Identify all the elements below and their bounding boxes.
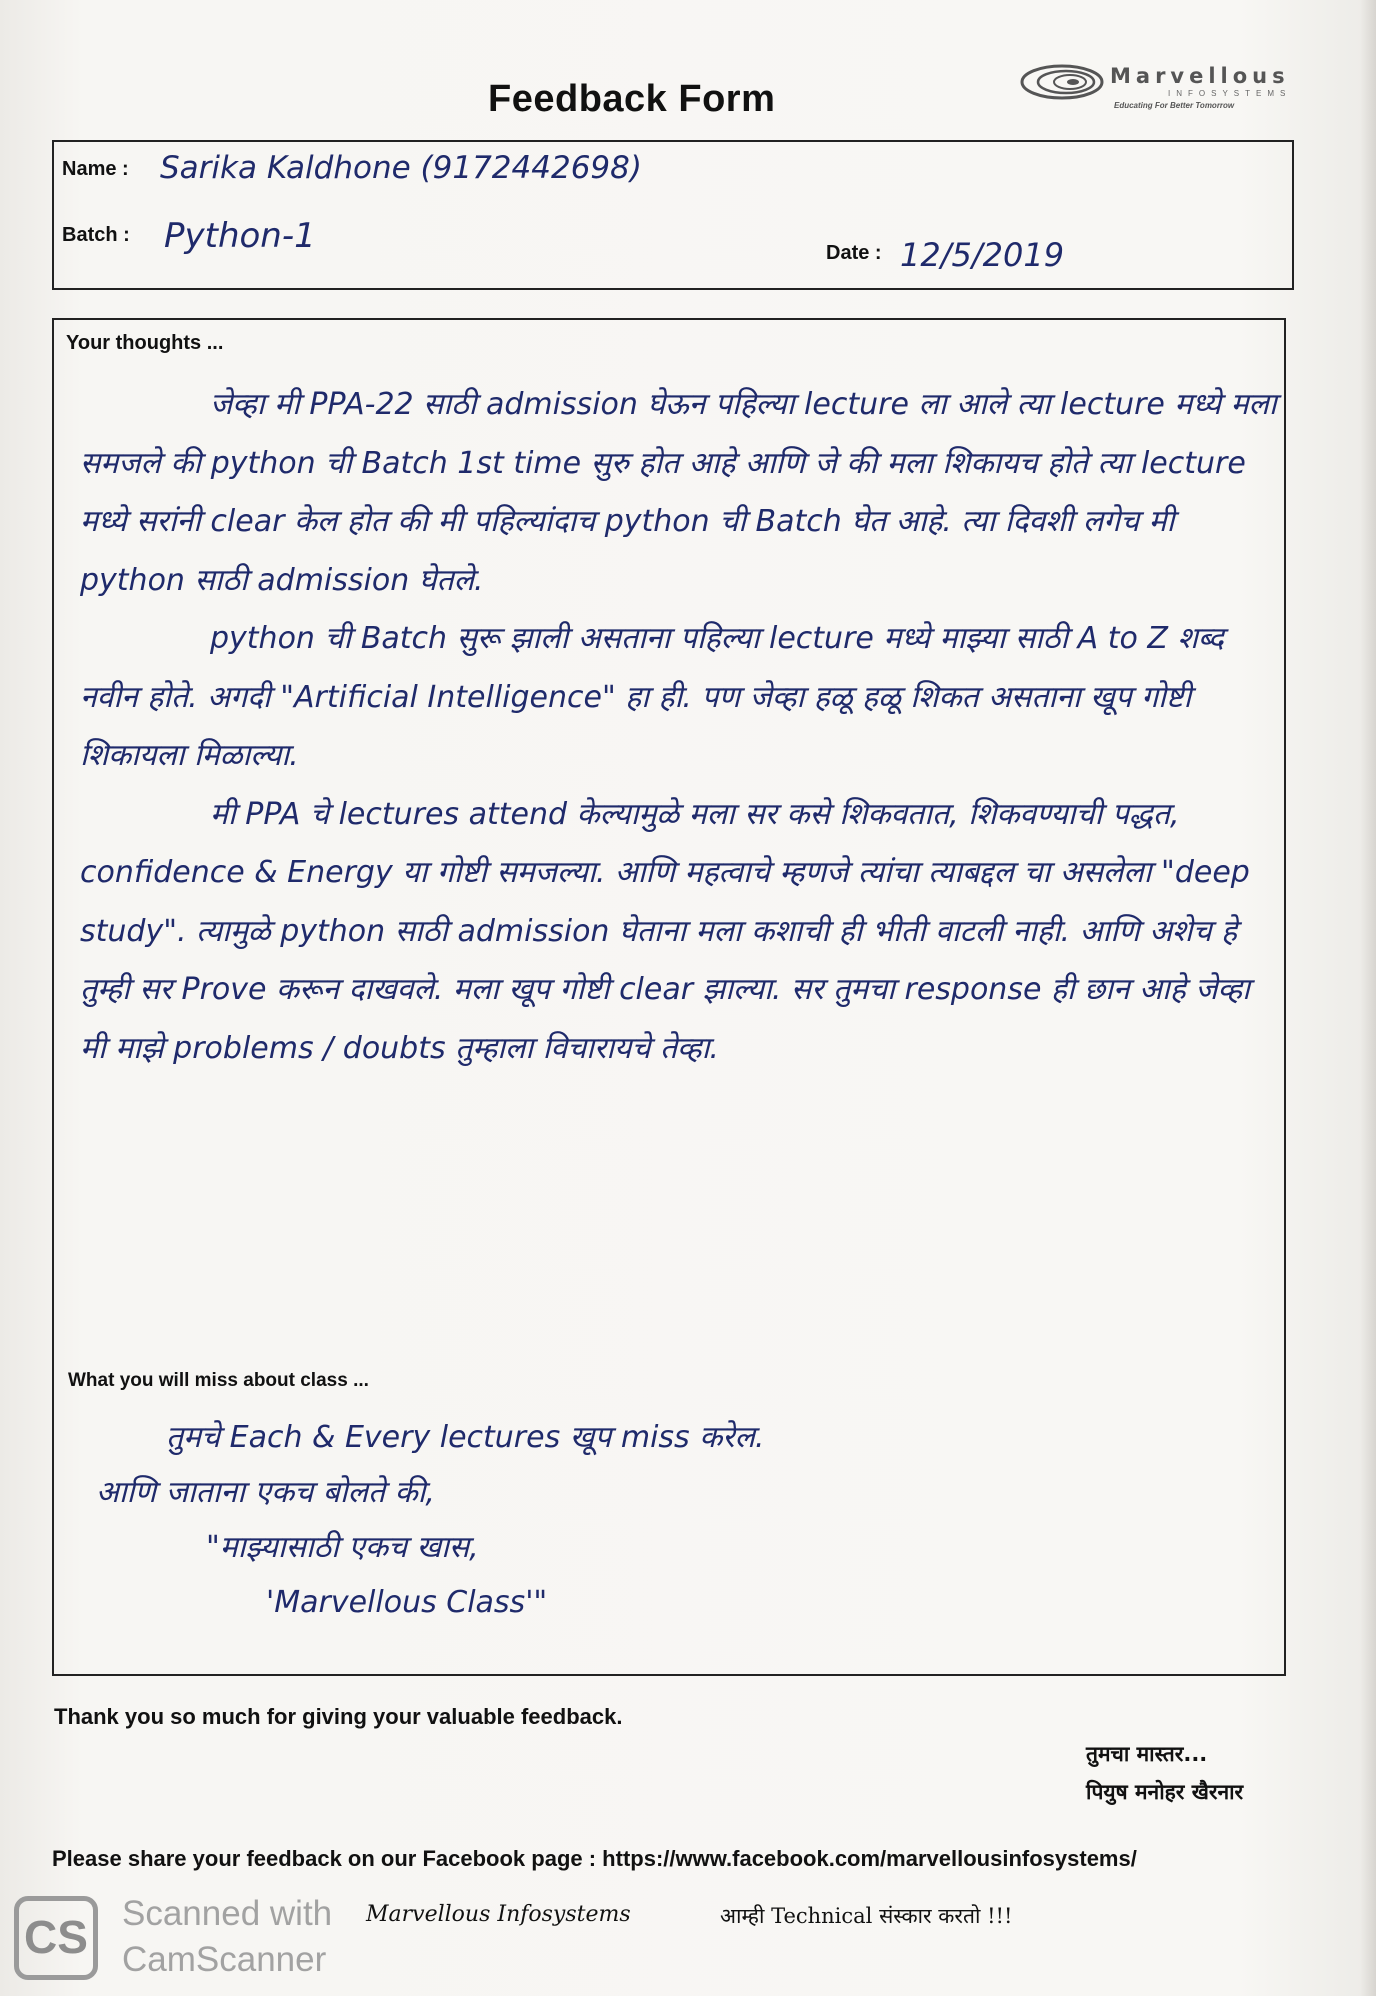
marvellous-logo (1018, 58, 1338, 118)
batch-label: Batch : (62, 224, 130, 246)
facebook-share-text: Please share your feedback on our Facebook page : https://www.facebook.com/marvellousinfosystems/ (52, 1846, 1137, 1871)
miss-line: आणि जाताना एकच बोलते की, (96, 1475, 435, 1510)
footer-company: Marvellous Infosystems (366, 1902, 631, 1927)
signature-line-1: तुमचा मास्तर... (1086, 1742, 1208, 1766)
thoughts-label: Your thoughts ... (66, 332, 224, 354)
footer-slogan: आम्ही Technical संस्कार करतो !!! (720, 1904, 1013, 1928)
miss-line: "माझ्यासाठी एकच खास, (206, 1530, 479, 1565)
logo-brand-text: Marvellous (1110, 64, 1290, 88)
logo-tagline: Educating For Better Tomorrow (1114, 101, 1235, 110)
name-value: Sarika Kaldhone (9172442698) (160, 150, 642, 186)
batch-value: Python-1 (164, 216, 316, 256)
name-label: Name : (62, 158, 129, 180)
thoughts-paragraph: python ची Batch सुरू झाली असताना पहिल्या lecture मध्ये माझ्या साठी A to Z शब्द नवीन होते. अगदी "Artificial Intelligence" हा ही. पण जेव्हा हळू हळू शिकत असताना खूप गोष्टी शिकायला मिळाल्या. (80, 621, 1224, 773)
miss-label: What you will miss about class ... (68, 1370, 369, 1391)
swirl-logo-icon (1018, 62, 1108, 106)
signature-line-2: पियुष मनोहर खैरनार (1086, 1780, 1244, 1804)
miss-line: तुमचे Each & Every lectures खूप miss करेल. (166, 1420, 765, 1455)
miss-line: 'Marvellous Class'" (266, 1585, 548, 1620)
camscanner-icon: CS (14, 1896, 98, 1980)
thoughts-paragraph: जेव्हा मी PPA-22 साठी admission घेऊन पहिल्या lecture ला आले त्या lecture मध्ये मला समजले की python ची Batch 1st time सुरु होत आहे आणि जे की मला शिकायच होते त्या lecture मध्ये सरांनी clear केल होत की मी पहिल्यांदाच python ची Batch घेत आहे. त्या दिवशी लगेच मी python साठी admission घेतले. (80, 387, 1277, 598)
date-value: 12/5/2019 (900, 236, 1065, 274)
form-title: Feedback Form (488, 78, 776, 120)
thanks-text: Thank you so much for giving your valuable feedback. (54, 1704, 623, 1729)
thoughts-paragraph: मी PPA चे lectures attend केल्यामुळे मला सर कसे शिकवतात, शिकवण्याची पद्धत, confidence & Energy या गोष्टी समजल्या. आणि महत्वाचे म्हणजे त्यांचा त्याबद्दल चा असलेला "deep study". त्यामुळे python साठी admission घेताना मला कशाची ही भीती वाटली नाही. आणि अशेच हे तुम्ही सर Prove करून दाखवले. मला खूप गोष्टी clear झाल्या. सर तुमचा response ही छान आहे जेव्हा मी माझे problems / doubts तुम्हाला विचारायचे तेव्हा. (80, 796, 1250, 1066)
scanner-text-line1: Scanned with (122, 1894, 333, 1933)
page-edge-shadow (1360, 0, 1376, 1996)
miss-text (96, 1410, 1246, 1630)
scanner-text-line2: CamScanner (122, 1940, 327, 1979)
thoughts-text (80, 376, 1280, 1078)
logo-sub-text: INFOSYSTEMS (1168, 89, 1292, 98)
date-label: Date : (826, 242, 882, 264)
